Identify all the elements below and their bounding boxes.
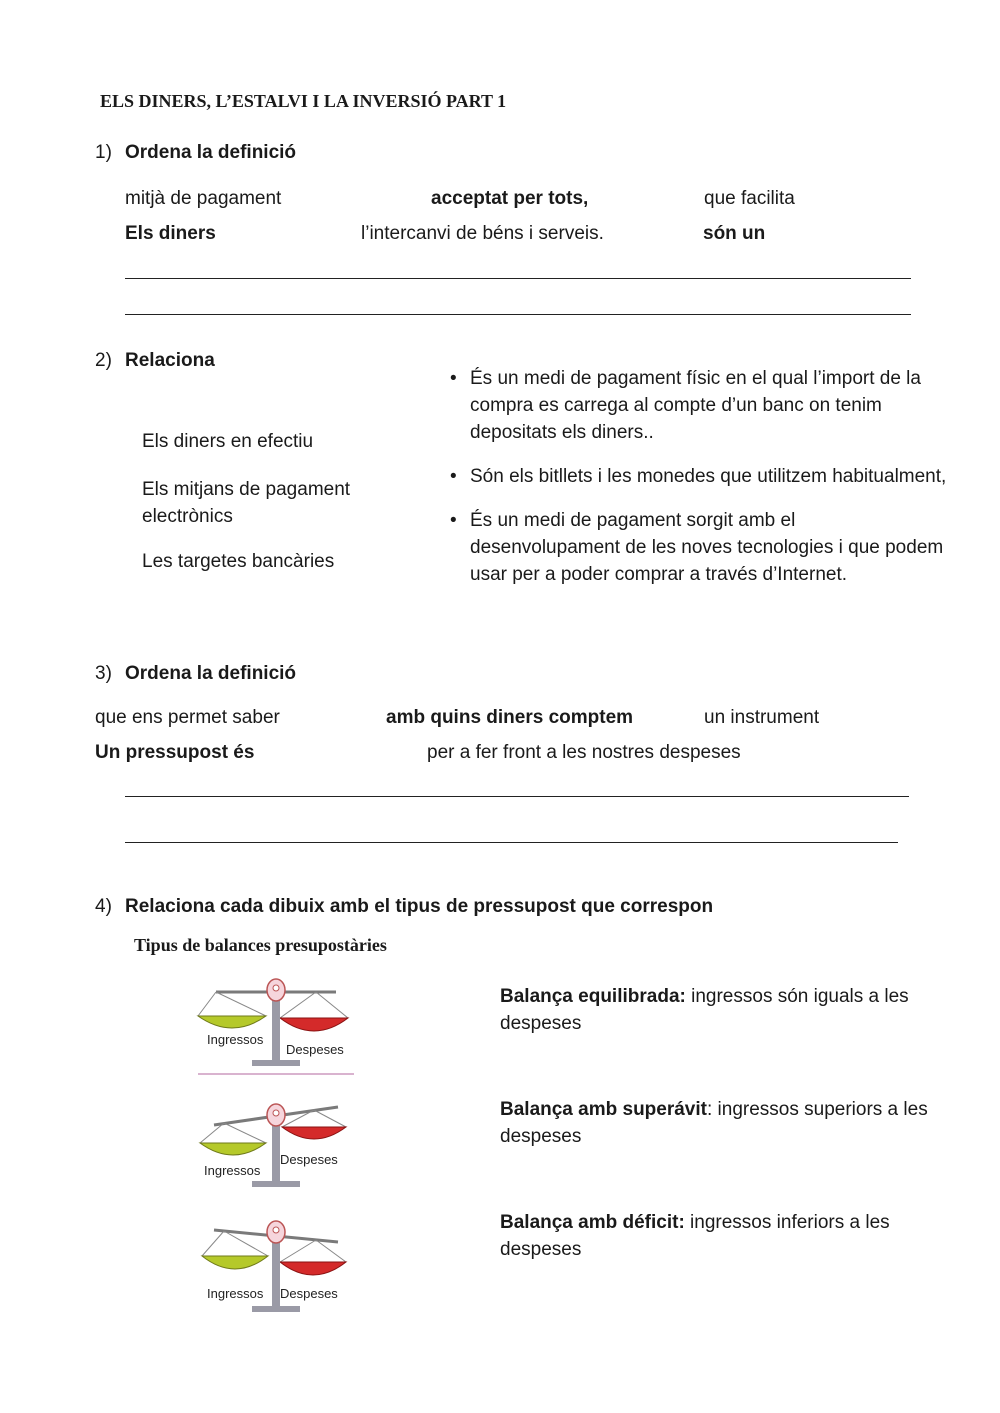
q3-answer-line[interactable]	[125, 796, 909, 797]
balance-type-term: Balança amb superávit	[500, 1099, 707, 1120]
balance-type-item[interactable]	[500, 1096, 930, 1150]
q3-fragment: Un pressupost és	[95, 742, 255, 763]
balance-type-item[interactable]	[500, 1209, 930, 1263]
balance-type-desc: ingressos són iguals a les despeses	[500, 986, 909, 1034]
q4-subheading: Tipus de balances presupostàries	[134, 935, 387, 955]
q1-fragment: són un	[703, 223, 766, 244]
surplus-scale-image[interactable]	[196, 1093, 356, 1193]
balance-type-item[interactable]	[500, 983, 930, 1037]
q1-number: 1)	[95, 142, 112, 163]
income-label: Ingressos	[207, 1286, 264, 1301]
q3-heading: Ordena la definició	[125, 663, 297, 684]
balance-type-desc: ingressos inferiors a les despeses	[500, 1212, 890, 1260]
income-label: Ingressos	[207, 1032, 264, 1047]
q3-answer-line[interactable]	[125, 842, 898, 843]
q3-fragment: que ens permet saber	[95, 707, 280, 728]
q2-heading: Relaciona	[125, 350, 215, 371]
q3-number: 3)	[95, 663, 112, 684]
q3-fragment: un instrument	[704, 707, 820, 728]
q1-fragment: Els diners	[125, 223, 216, 244]
q1-answer-line[interactable]	[125, 314, 911, 315]
expenses-label: Despeses	[286, 1042, 344, 1057]
expenses-label: Despeses	[280, 1286, 338, 1301]
balance-type-term: Balança equilibrada:	[500, 986, 686, 1007]
expenses-label: Despeses	[280, 1152, 338, 1167]
q2-right-item[interactable]: • És un medi de pagament sorgit amb el desenvolupament de les noves tecnologies i que podem usar per a poder comprar a través d’Internet.	[448, 507, 948, 588]
q1-fragment: que facilita	[704, 188, 795, 209]
balance-type-term: Balança amb déficit:	[500, 1212, 685, 1233]
q2-right-item[interactable]: • Són els bitllets i les monedes que utilitzem habitualment,	[448, 463, 948, 490]
income-label: Ingressos	[204, 1163, 261, 1178]
q1-fragment: mitjà de pagament	[125, 188, 282, 209]
balanced-scale-image[interactable]	[196, 968, 356, 1078]
q2-number: 2)	[95, 350, 112, 371]
q2-left-item[interactable]: Els mitjans de pagament electrònics	[142, 479, 351, 527]
q2-left-item[interactable]: Els diners en efectiu	[142, 431, 314, 452]
page-title: ELS DINERS, L’ESTALVI I LA INVERSIÓ PART 1	[100, 91, 507, 111]
q4-number: 4)	[95, 896, 112, 917]
q1-answer-line[interactable]	[125, 278, 911, 279]
q3-fragment: per a fer front a les nostres despeses	[427, 742, 741, 763]
q3-fragment: amb quins diners comptem	[386, 707, 634, 728]
q1-heading: Ordena la definició	[125, 142, 297, 163]
q2-definition-list	[448, 365, 948, 605]
deficit-scale-image[interactable]	[196, 1212, 356, 1322]
q1-fragment: l’intercanvi de béns i serveis.	[361, 223, 604, 244]
q2-left-item[interactable]: Les targetes bancàries	[142, 551, 335, 572]
balance-type-desc: : ingressos superiors a les despeses	[500, 1099, 928, 1147]
q4-heading: Relaciona cada dibuix amb el tipus de pressupost que correspon	[125, 896, 714, 917]
q1-fragment: acceptat per tots,	[431, 188, 589, 209]
q2-right-item[interactable]: • És un medi de pagament físic en el qual l’import de la compra es carrega al compte d’un banc on tenim depositats els diners..	[448, 365, 948, 446]
